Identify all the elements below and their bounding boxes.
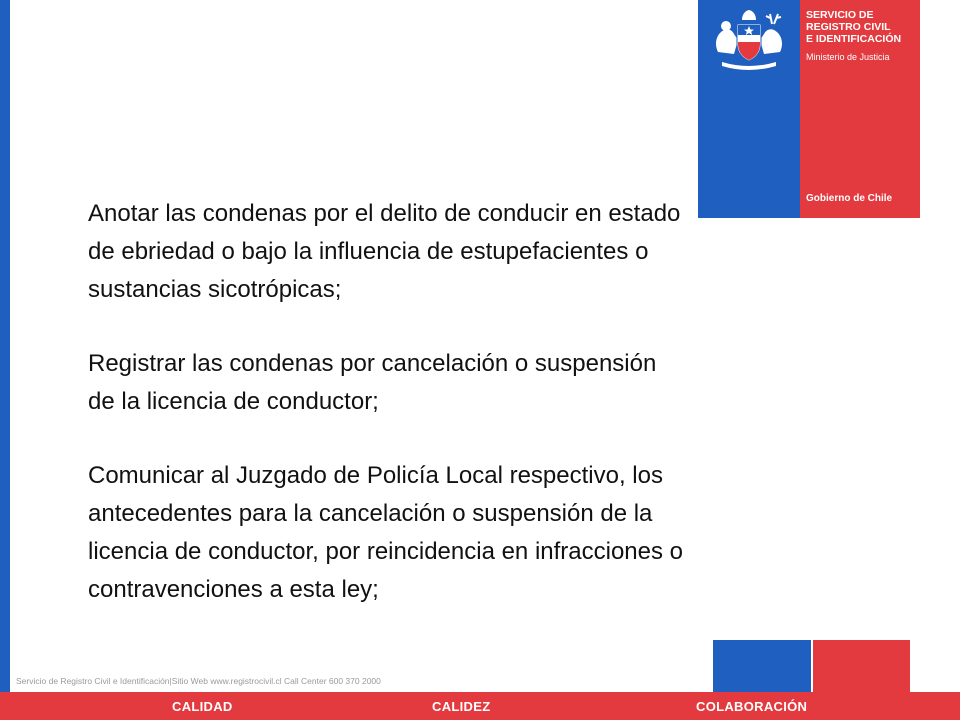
paragraph-line: de ebriedad o bajo la influencia de estupefacientes o: [88, 238, 649, 265]
logo-ministry: Ministerio de Justicia: [806, 52, 890, 62]
left-accent-bar: [0, 0, 10, 692]
logo-title-line-1: SERVICIO DE: [806, 9, 874, 21]
paragraph-line: sustancias sicotrópicas;: [88, 276, 342, 303]
flag-blue-block: [713, 640, 811, 692]
paragraph-annotate-convictions: [88, 195, 903, 309]
flag-graphic: [713, 640, 910, 692]
value-quality: CALIDAD: [172, 699, 233, 714]
footer-contact: Servicio de Registro Civil e Identificación|Sitio Web www.registrocivil.cl Call Center 600 370 2000: [16, 676, 381, 686]
paragraph-line: licencia de conductor, por reincidencia en infracciones o: [88, 538, 684, 565]
paragraph-register-convictions: [88, 345, 903, 421]
paragraph-line: Registrar las condenas por cancelación o suspensión: [88, 350, 657, 377]
institution-logo: [698, 0, 920, 218]
value-warmth: CALIDEZ: [432, 699, 491, 714]
paragraph-line: de la licencia de conductor;: [88, 388, 379, 415]
coat-of-arms-icon: [704, 4, 794, 74]
flag-red-block: [813, 640, 910, 692]
paragraph-line: Comunicar al Juzgado de Policía Local respectivo, los: [88, 462, 663, 489]
logo-title-line-3: E IDENTIFICACIÓN: [806, 33, 902, 45]
paragraph-line: Anotar las condenas por el delito de conducir en estado: [88, 200, 681, 227]
paragraph-line: antecedentes para la cancelación o suspensión de la: [88, 500, 653, 527]
slide-body: [88, 195, 903, 645]
values-bar: [0, 692, 960, 720]
value-collaboration: COLABORACIÓN: [696, 699, 808, 714]
logo-blue-panel: [698, 0, 800, 218]
logo-title-line-2: REGISTRO CIVIL: [806, 21, 891, 33]
logo-title: [806, 9, 901, 63]
logo-government: Gobierno de Chile: [806, 193, 893, 204]
paragraph-communicate-court: [88, 457, 903, 609]
paragraph-line: contravenciones a esta ley;: [88, 576, 379, 603]
